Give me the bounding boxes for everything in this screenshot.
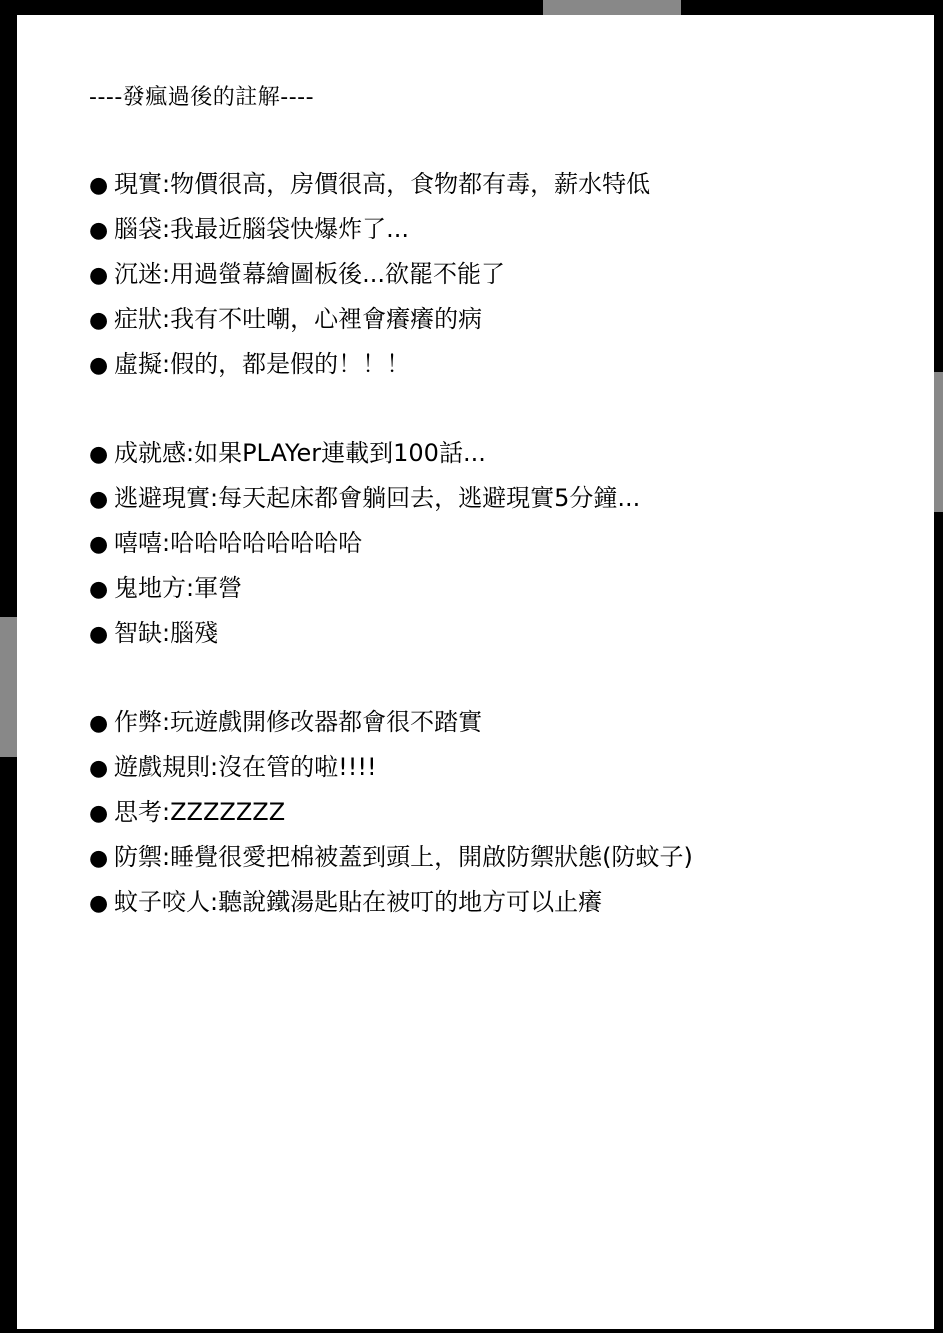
note-text: 嘻嘻:哈哈哈哈哈哈哈哈: [114, 529, 363, 557]
bullet-icon: ●: [89, 487, 109, 512]
note-item: [89, 526, 640, 571]
note-text: 思考:ZZZZZZZ: [114, 798, 286, 826]
bullet-icon: ●: [89, 756, 109, 781]
note-item: [89, 167, 650, 212]
scan-border-mark-top: [543, 0, 681, 15]
note-item: [89, 795, 693, 840]
bullet-icon: ●: [89, 532, 109, 557]
bullet-icon: ●: [89, 442, 109, 467]
bullet-icon: ●: [89, 711, 109, 736]
note-text: 遊戲規則:沒在管的啦!!!!: [114, 753, 377, 781]
bullet-icon: ●: [89, 891, 109, 916]
notes-group-1: [89, 167, 650, 392]
note-text: 沉迷:用過螢幕繪圖板後...欲罷不能了: [114, 260, 505, 288]
bullet-icon: ●: [89, 218, 109, 243]
page-title: ----發瘋過後的註解----: [89, 85, 315, 110]
bullet-icon: ●: [89, 846, 109, 871]
note-text: 防禦:睡覺很愛把棉被蓋到頭上，開啟防禦狀態(防蚊子): [114, 843, 693, 871]
bullet-icon: ●: [89, 577, 109, 602]
note-item: [89, 481, 640, 526]
note-text: 蚊子咬人:聽說鐵湯匙貼在被叮的地方可以止癢: [114, 888, 603, 916]
bullet-icon: ●: [89, 353, 109, 378]
note-item: [89, 571, 640, 616]
scan-border-mark-right: [934, 372, 943, 512]
note-text: 逃避現實:每天起床都會躺回去，逃避現實5分鐘...: [114, 484, 641, 512]
note-item: [89, 302, 650, 347]
bullet-icon: ●: [89, 173, 109, 198]
note-item: [89, 840, 693, 885]
note-text: 作弊:玩遊戲開修改器都會很不踏實: [114, 708, 483, 736]
note-item: [89, 212, 650, 257]
bullet-icon: ●: [89, 622, 109, 647]
scan-border-mark-left: [0, 617, 17, 757]
notes-group-3: [89, 705, 693, 930]
note-item: [89, 436, 640, 481]
note-item: [89, 885, 693, 930]
note-item: [89, 705, 693, 750]
bullet-icon: ●: [89, 308, 109, 333]
note-item: [89, 347, 650, 392]
note-text: 虛擬:假的，都是假的！！！: [114, 350, 411, 378]
bullet-icon: ●: [89, 263, 109, 288]
note-text: 腦袋:我最近腦袋快爆炸了...: [114, 215, 409, 243]
notes-group-2: [89, 436, 640, 661]
note-text: 成就感:如果PLAYer連載到100話...: [114, 439, 486, 467]
note-text: 現實:物價很高，房價很高，食物都有毒，薪水特低: [114, 170, 651, 198]
note-text: 鬼地方:軍營: [114, 574, 243, 602]
note-item: [89, 257, 650, 302]
note-text: 智缺:腦殘: [114, 619, 219, 647]
note-item: [89, 616, 640, 661]
note-text: 症狀:我有不吐嘲，心裡會癢癢的病: [114, 305, 483, 333]
bullet-icon: ●: [89, 801, 109, 826]
note-item: [89, 750, 693, 795]
